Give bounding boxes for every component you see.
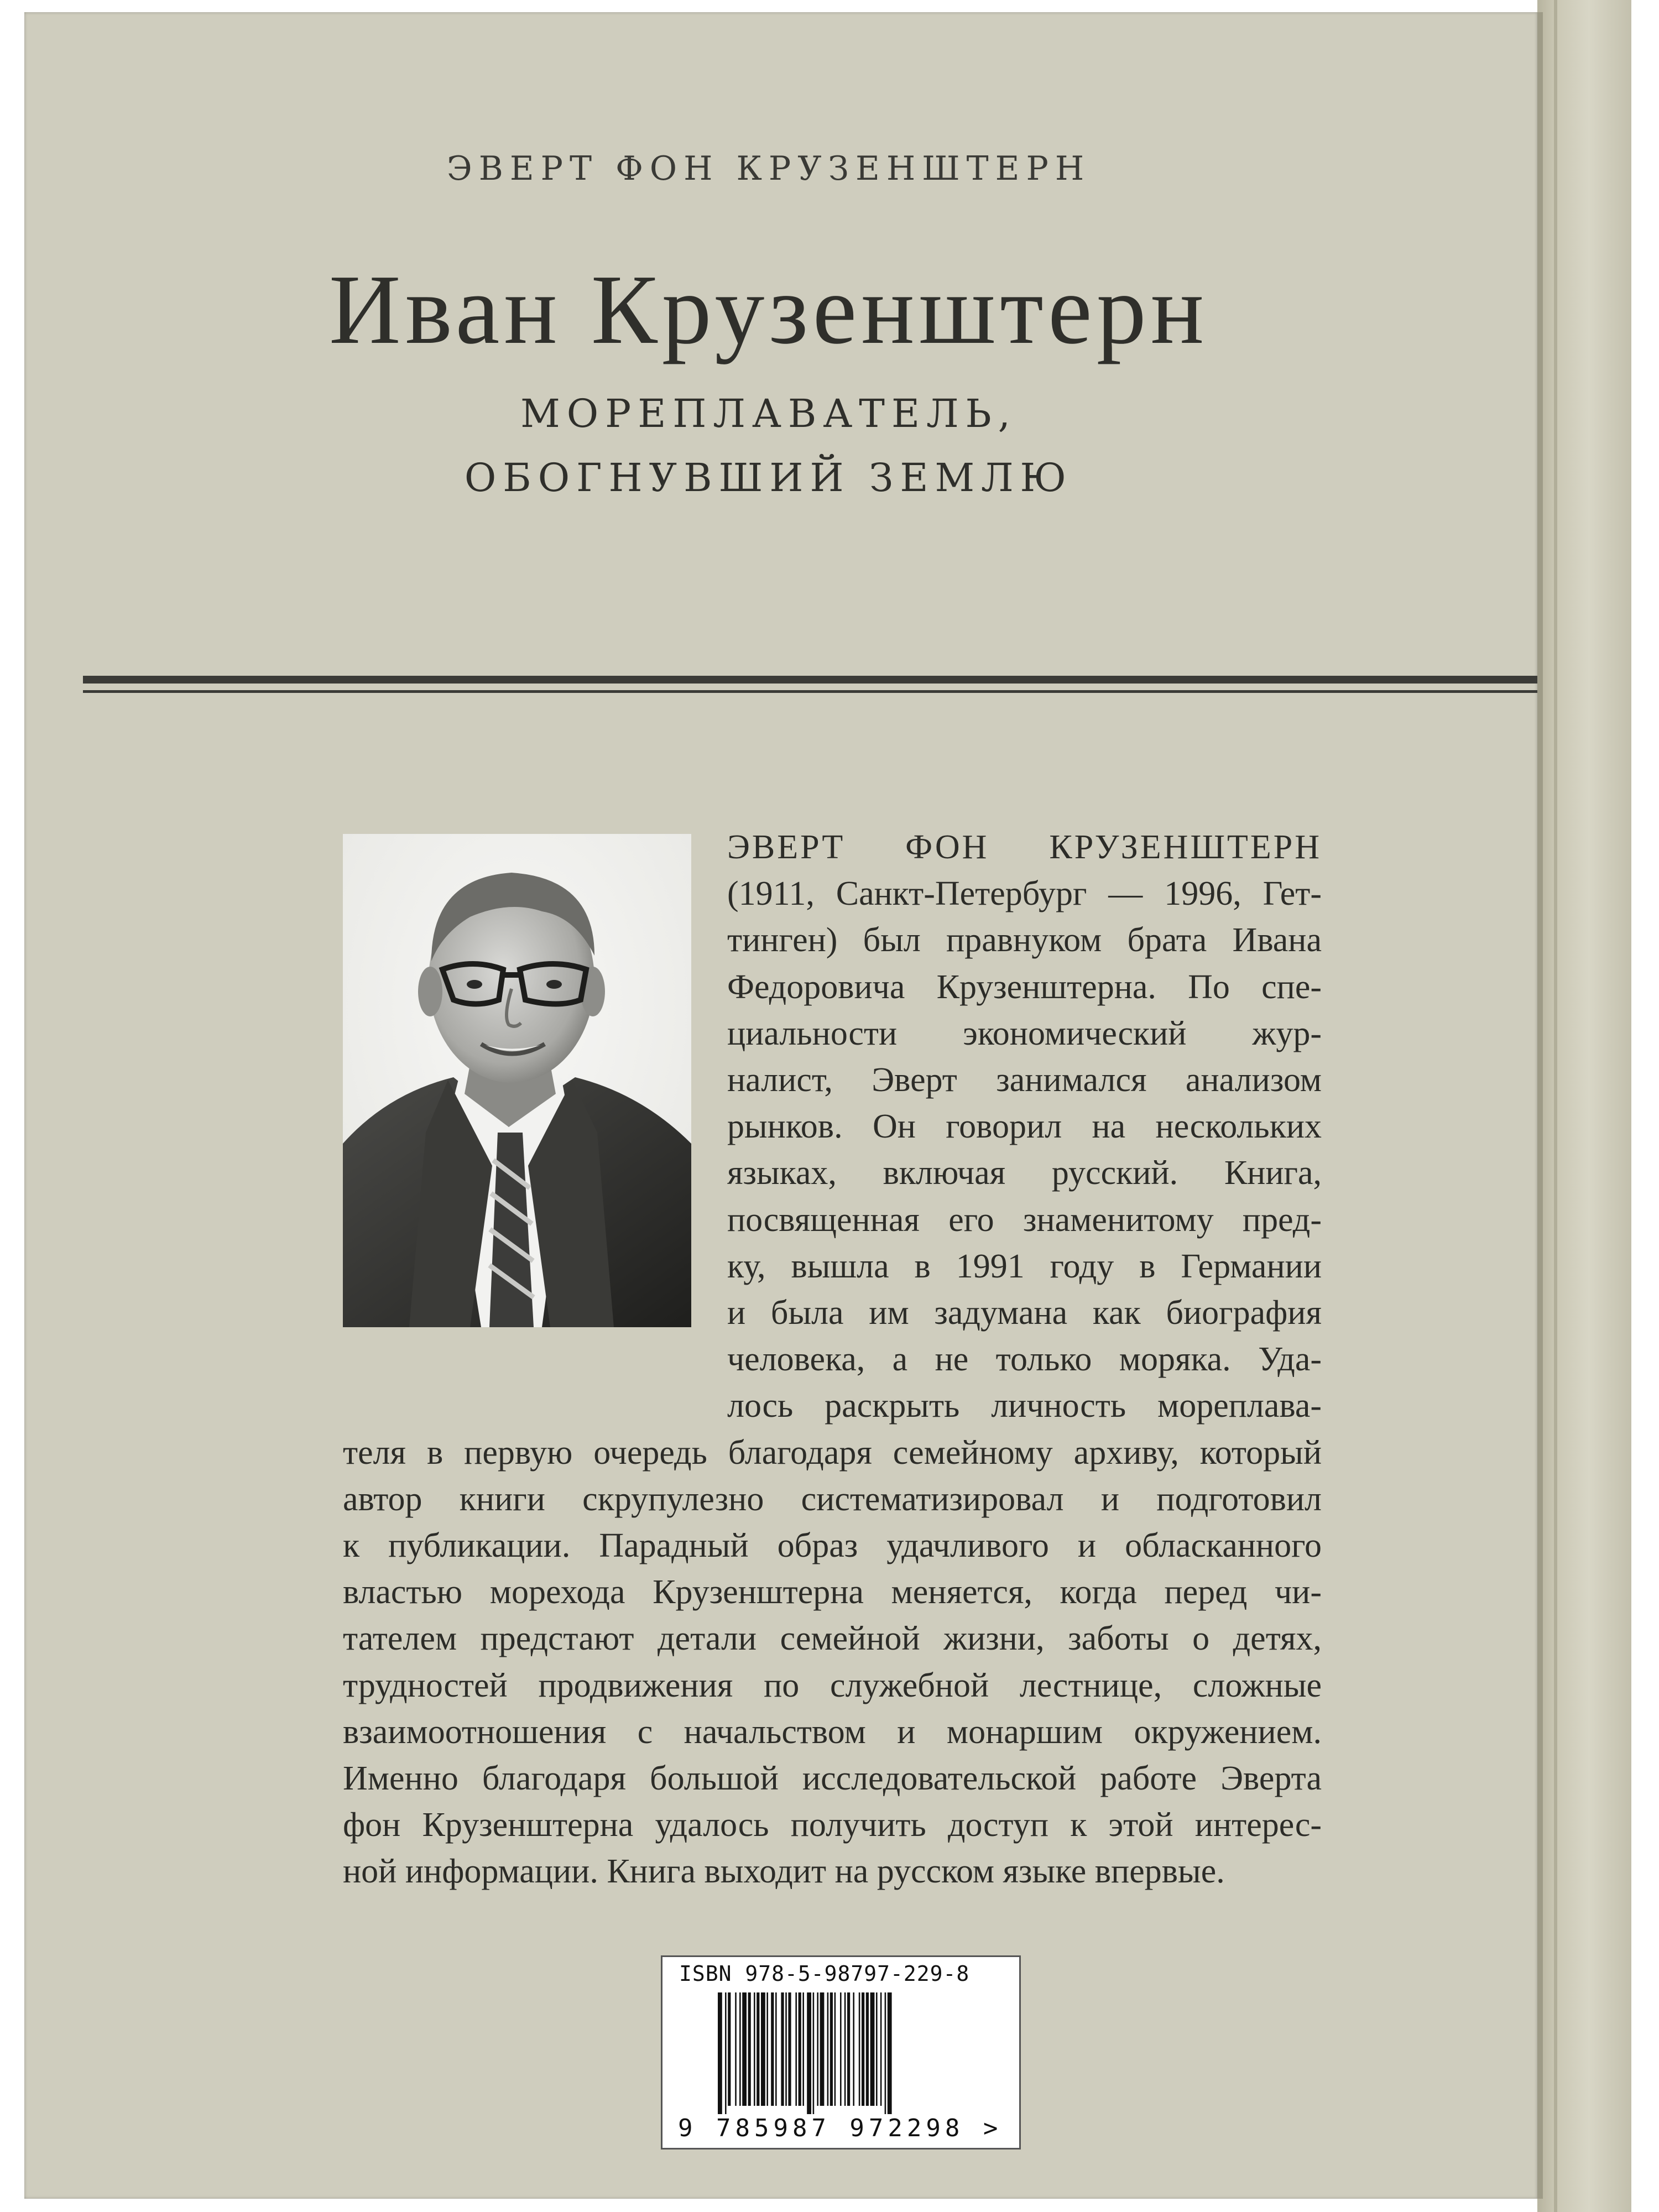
- barcode-bar: [847, 1992, 850, 2106]
- barcode-bar: [862, 1992, 864, 2106]
- bio-line: (1911, Санкт-Петербург — 1996, Гет-: [727, 875, 1322, 913]
- author-biography: [343, 824, 1322, 1895]
- book-title: Иван Крузенштерн: [328, 254, 1209, 364]
- barcode-bar: [813, 1992, 815, 2114]
- barcode-bar: [725, 1992, 727, 2114]
- bio-line: человека, а не только моряка. Уда-: [727, 1340, 1322, 1379]
- book-spine: [1537, 0, 1631, 2212]
- barcode-bar: [888, 1992, 892, 2114]
- barcode-icon: [718, 1992, 978, 2114]
- bio-line: налист, Эверт занимался анализом: [727, 1061, 1322, 1099]
- barcode-bar: [880, 1992, 882, 2106]
- bio-line: властью морехода Крузенштерна меняется, когда перед чи-: [343, 1573, 1322, 1611]
- bio-line: и была им задумана как биография: [727, 1294, 1322, 1332]
- barcode-bar: [799, 1992, 801, 2106]
- bio-line: тателем предстают детали семейной жизни, заботы о детях,: [343, 1620, 1322, 1658]
- bio-line: Именно благодаря большой исследовательской работе Эверта: [343, 1760, 1322, 1798]
- bio-line: фон Крузенштерна удалось получить доступ к этой интерес-: [343, 1806, 1322, 1844]
- barcode-bar: [866, 1992, 869, 2106]
- bio-line: к публикации. Парадный образ удачливого и обласканного: [343, 1527, 1322, 1565]
- barcode-bar: [807, 1992, 811, 2114]
- barcode-bar: [718, 1992, 722, 2114]
- barcode-bar: [834, 1992, 836, 2106]
- bio-line: взаимоотношения с начальством и монаршим окружением.: [343, 1713, 1322, 1751]
- cover-edge: [1537, 12, 1543, 2199]
- barcode-bar: [802, 1992, 804, 2106]
- bio-line: Федоровича Крузенштерна. По спе-: [727, 968, 1322, 1006]
- barcode-bar: [742, 1992, 747, 2106]
- bio-line: ЭВЕРТ ФОН КРУЗЕНШТЕРН: [727, 828, 1322, 866]
- bio-line: автор книги скрупулезно систематизировал и подготовил: [343, 1480, 1322, 1518]
- isbn-barcode-label: [661, 1955, 1021, 2150]
- barcode-bar: [830, 1992, 833, 2106]
- barcode-bar: [820, 1992, 825, 2106]
- barcode-bar: [735, 1992, 737, 2106]
- barcode-bar: [748, 1992, 751, 2106]
- author-name: ЭВЕРТ ФОН КРУЗЕНШТЕРН: [446, 149, 1091, 188]
- spine-groove: [1554, 0, 1557, 2212]
- isbn-number: ISBN 978-5-98797-229-8: [679, 1961, 970, 1986]
- barcode-bar: [827, 1992, 829, 2106]
- barcode-bar: [859, 1992, 860, 2106]
- barcode-bar: [766, 1992, 768, 2106]
- barcode-bar: [795, 1992, 797, 2106]
- barcode-bar: [761, 1992, 765, 2106]
- barcode-bar: [775, 1992, 777, 2106]
- subtitle-line-1: МОРЕПЛАВАТЕЛЬ,: [520, 391, 1017, 436]
- divider-thin: [83, 690, 1537, 693]
- barcode-bar: [844, 1992, 846, 2106]
- barcode-bar: [739, 1992, 741, 2106]
- barcode-bar: [840, 1992, 842, 2106]
- barcode-bar: [876, 1992, 878, 2106]
- bio-line: посвященная его знаменитому пред-: [727, 1201, 1322, 1239]
- bio-line: ной информации. Книга выходит на русском языке впервые.: [343, 1853, 1225, 1891]
- barcode-bar: [728, 1992, 731, 2106]
- barcode-bar: [788, 1992, 791, 2106]
- bio-line: трудностей продвижения по служебной лестнице, сложные: [343, 1666, 1322, 1704]
- book-subtitle: [0, 382, 1537, 510]
- barcode-bar: [781, 1992, 784, 2106]
- bio-line: языках, включая русский. Книга,: [727, 1154, 1322, 1192]
- barcode-bar: [870, 1992, 875, 2106]
- bio-line: рынков. Он говорил на нескольких: [727, 1108, 1322, 1146]
- bio-line: циальности экономический жур-: [727, 1014, 1322, 1052]
- barcode-digits: 9 785987 972298 >: [678, 2114, 1003, 2142]
- barcode-bar: [771, 1992, 774, 2106]
- divider-thick: [83, 676, 1537, 684]
- barcode-bar: [757, 1992, 759, 2106]
- bio-line: тинген) был правнуком брата Ивана: [727, 921, 1322, 959]
- barcode-bar: [853, 1992, 854, 2106]
- barcode-bar: [754, 1992, 755, 2106]
- subtitle-line-2: ОБОГНУВШИЙ ЗЕМЛЮ: [464, 455, 1073, 500]
- bio-line: лось раскрыть личность мореплава-: [727, 1387, 1322, 1425]
- barcode-bar: [785, 1992, 787, 2106]
- barcode-bar: [817, 1992, 818, 2106]
- bio-line: ку, вышла в 1991 году в Германии: [727, 1247, 1322, 1285]
- barcode-bar: [885, 1992, 886, 2114]
- bio-line: теля в первую очередь благодаря семейному архиву, который: [343, 1433, 1322, 1472]
